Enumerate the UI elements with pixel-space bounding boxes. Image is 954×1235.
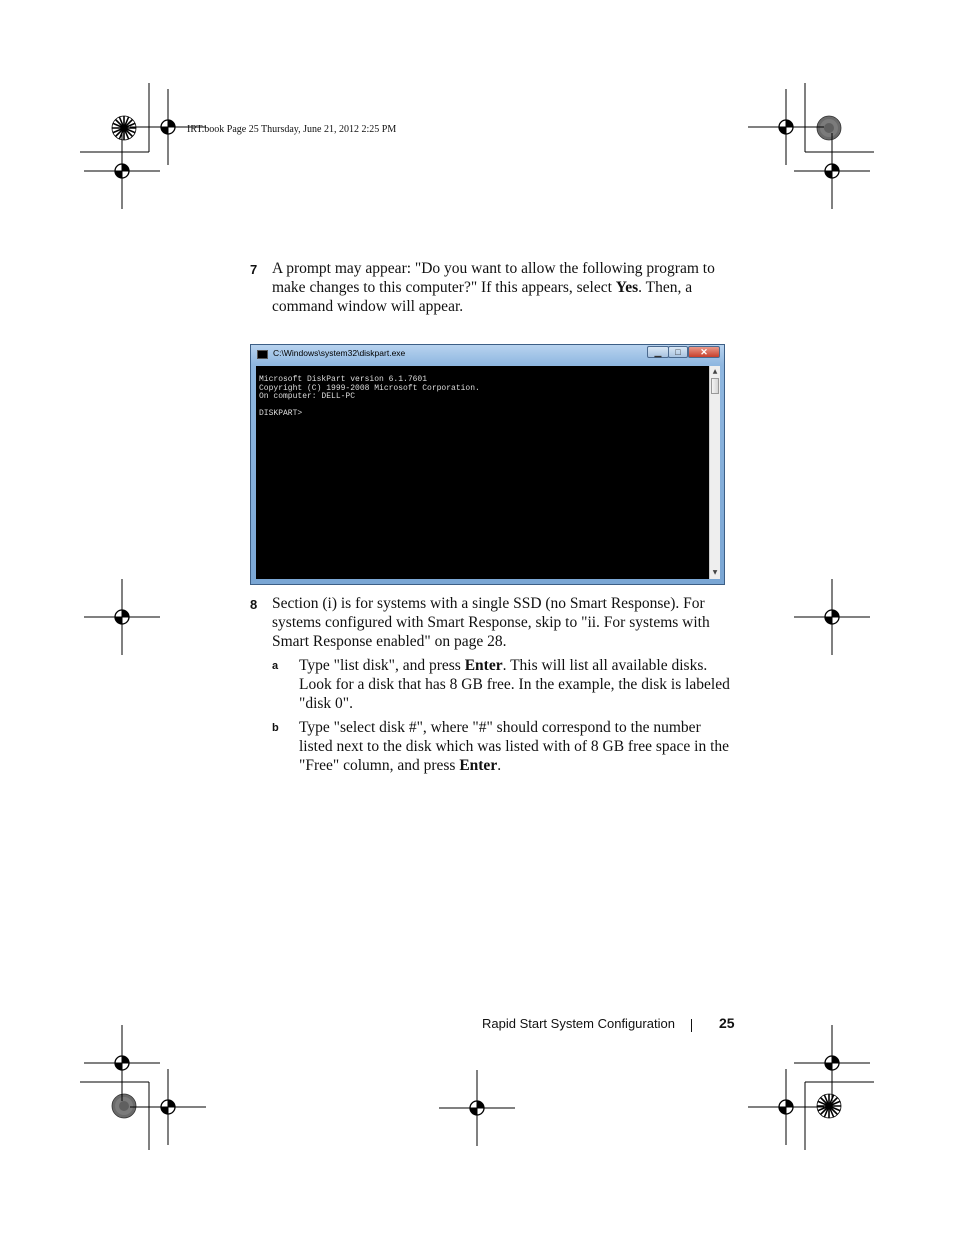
substep-b-bold: Enter [459,757,498,774]
close-button[interactable]: ✕ [688,346,720,358]
minimize-button[interactable]: ▁ [647,346,669,358]
console-app-icon [257,350,268,359]
footer-section-title: Rapid Start System Configuration [482,1016,675,1031]
step-7-text [272,259,717,316]
footer-divider [691,1019,692,1032]
scroll-up-icon[interactable]: ▲ [712,368,718,375]
console-output[interactable] [256,366,709,579]
substep-b-text-after: . [497,757,502,774]
substep-b-text-before: Type "select disk #", where "#" should correspond to the number listed next to the disk which was listed with of 8 GB free space in the "Free" column, and press [299,719,730,774]
substep-letter-a: a [272,660,279,672]
scrollbar-thumb[interactable] [711,378,719,394]
page-number: 25 [719,1015,735,1031]
print-slug: IRT.book Page 25 Thursday, June 21, 2012 2:25 PM [187,124,397,135]
step-7-text-after: . Then, a command window will appear. [272,279,693,315]
console-prompt: DISKPART> [259,409,303,418]
substep-b-text [299,718,734,775]
step-number-8: 8 [250,597,258,612]
vertical-scrollbar[interactable] [709,366,720,579]
console-line: On computer: DELL-PC [259,392,356,401]
substep-a-text-before: Type "list disk", and press [299,657,465,674]
substep-a-bold: Enter [464,657,503,674]
step-7-text-before: A prompt may appear: "Do you want to allow the following program to make changes to this computer?" If this appears, select [272,260,715,296]
step-number-7: 7 [250,262,258,277]
diskpart-window [250,344,725,585]
step-8-text: Section (i) is for systems with a single SSD (no Smart Response). For systems configured with Smart Response, skip to "ii. For systems with Smart Response enabled" on page 28. [272,595,710,650]
scroll-down-icon[interactable]: ▼ [712,569,718,576]
substep-letter-b: b [272,722,279,734]
step-7-bold: Yes [615,279,639,296]
console-line: Microsoft DiskPart version 6.1.7601 [259,375,428,384]
substep-a-text-after: . This will list all available disks. Look for a disk that has 8 GB free. In the example, the disk is labeled "disk 0". [299,657,730,712]
window-title: C:\Windows\system32\diskpart.exe [273,348,406,358]
maximize-button[interactable]: □ [668,346,688,358]
substep-a-text [299,656,734,713]
console-line: Copyright (C) 1999-2008 Microsoft Corporation. [259,383,480,393]
